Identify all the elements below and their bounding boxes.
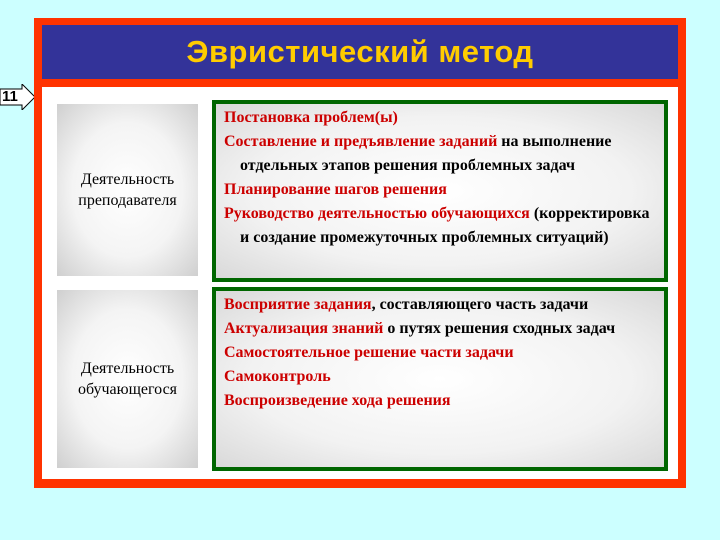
slide-number: 11 [2, 88, 18, 105]
list-item [224, 178, 658, 202]
slide-title: Эвристический метод [186, 34, 534, 69]
label-line: Деятельность [80, 171, 175, 188]
list-item [224, 202, 658, 250]
highlight-text: Самостоятельное решение части задачи [224, 344, 514, 361]
body-text: , составляющего часть задачи [371, 296, 589, 313]
list-item [224, 365, 658, 389]
label-line: Деятельность [80, 360, 175, 377]
highlight-text: Воспроизведение хода решения [224, 392, 451, 409]
highlight-text: Актуализация знаний [224, 320, 384, 337]
list-item [224, 317, 658, 341]
student-activity-list [212, 287, 668, 471]
body-text: о путях решения сходных задач [383, 320, 616, 337]
body-text: на выполнение отдельных этапов решения проблемных задач [240, 133, 612, 174]
highlight-text: Планирование шагов решения [224, 181, 447, 198]
list-item [224, 389, 658, 413]
teacher-activity-list [212, 100, 668, 282]
highlight-text: Руководство деятельностью обучающихся [224, 205, 530, 222]
highlight-text: Восприятие задания [224, 296, 372, 313]
highlight-text: Постановка проблем(ы) [224, 109, 398, 126]
title-bar [42, 25, 678, 79]
body-text: (корректировка и создание промежуточных проблемных ситуаций) [240, 205, 650, 246]
label-line: обучающегося [77, 381, 178, 398]
label-student-activity [55, 288, 200, 470]
list-item [224, 130, 658, 178]
highlight-text: Самоконтроль [224, 368, 331, 385]
list-item [224, 341, 658, 365]
label-line: преподавателя [78, 192, 177, 209]
label-teacher-activity [55, 102, 200, 278]
list-item [224, 106, 658, 130]
highlight-text: Составление и предъявление заданий [224, 133, 498, 150]
slide-number-badge [0, 84, 36, 110]
list-item [224, 293, 658, 317]
